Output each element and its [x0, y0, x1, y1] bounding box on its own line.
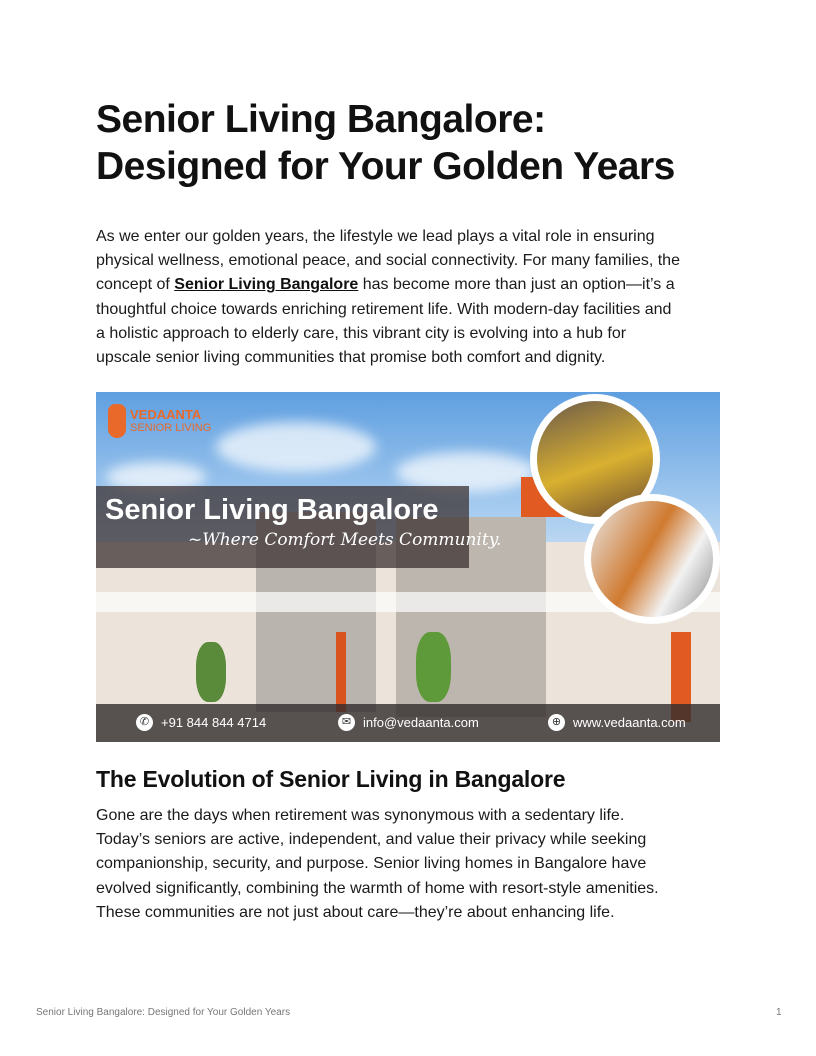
text-line: Gone are the days when retirement was synonymous with a sedentary life.	[96, 807, 625, 824]
banner-headline: Senior Living Bangalore	[105, 494, 439, 526]
website-url: www.vedaanta.com	[573, 715, 686, 730]
contact-phone	[136, 714, 266, 731]
orange-accent	[336, 632, 346, 712]
senior-living-link[interactable]: Senior Living Bangalore	[174, 276, 359, 294]
globe-icon: ⊕	[548, 714, 565, 731]
text-line	[96, 273, 736, 297]
promo-banner-image	[96, 392, 720, 742]
hand-logo-icon	[108, 404, 126, 438]
vedaanta-logo	[108, 404, 211, 438]
section-paragraph	[96, 804, 736, 925]
phone-icon: ✆	[136, 714, 153, 731]
text-line: Today’s seniors are active, independent, and value their privacy while seeking	[96, 831, 647, 849]
text-segment: concept of	[96, 276, 175, 294]
headline-overlay	[96, 486, 502, 568]
title-line: Senior Living Bangalore:	[96, 98, 546, 141]
text-line: a holistic approach to elderly care, this vibrant city is evolving into a hub for	[96, 324, 627, 342]
text-line: These communities are not just about care—they’re about enhancing life.	[96, 903, 615, 921]
tree	[196, 642, 226, 702]
text-segment: has become more than just an option—it’s a	[358, 276, 675, 294]
text-line: As we enter our golden years, the lifestyle we lead plays a vital role in ensuring	[96, 228, 655, 245]
email-icon: ✉	[338, 714, 355, 731]
contact-email	[338, 714, 479, 731]
text-line: companionship, security, and purpose. Senior living homes in Bangalore have	[96, 855, 647, 873]
logo-name: VEDAANTA	[130, 407, 202, 422]
section-heading: The Evolution of Senior Living in Bangalore	[96, 766, 566, 792]
banner-tagline: ~Where Comfort Meets Community.	[188, 530, 502, 550]
email-address: info@vedaanta.com	[363, 715, 479, 730]
photo-senior-care	[584, 494, 720, 624]
text-line: thoughtful choice towards enriching retirement life. With modern-day facilities and	[96, 300, 672, 318]
contact-website	[548, 714, 686, 731]
intro-paragraph	[96, 225, 736, 370]
title-line: Designed for Your Golden Years	[96, 145, 675, 188]
text-line: physical wellness, emotional peace, and social connectivity. For many families, the	[96, 252, 680, 270]
text-line: evolved significantly, combining the warmth of home with resort-style amenities.	[96, 879, 659, 897]
page-title	[96, 96, 736, 190]
text-line: upscale senior living communities that promise both comfort and dignity.	[96, 349, 606, 367]
tree	[416, 632, 451, 702]
cloud	[216, 422, 376, 472]
phone-number: +91 844 844 4714	[161, 715, 267, 730]
logo-subtitle: SENIOR LIVING	[130, 422, 212, 434]
footer-title: Senior Living Bangalore: Designed for Your Golden Years	[36, 1007, 291, 1018]
page-number: 1	[776, 1007, 782, 1018]
contact-bar	[96, 704, 720, 742]
